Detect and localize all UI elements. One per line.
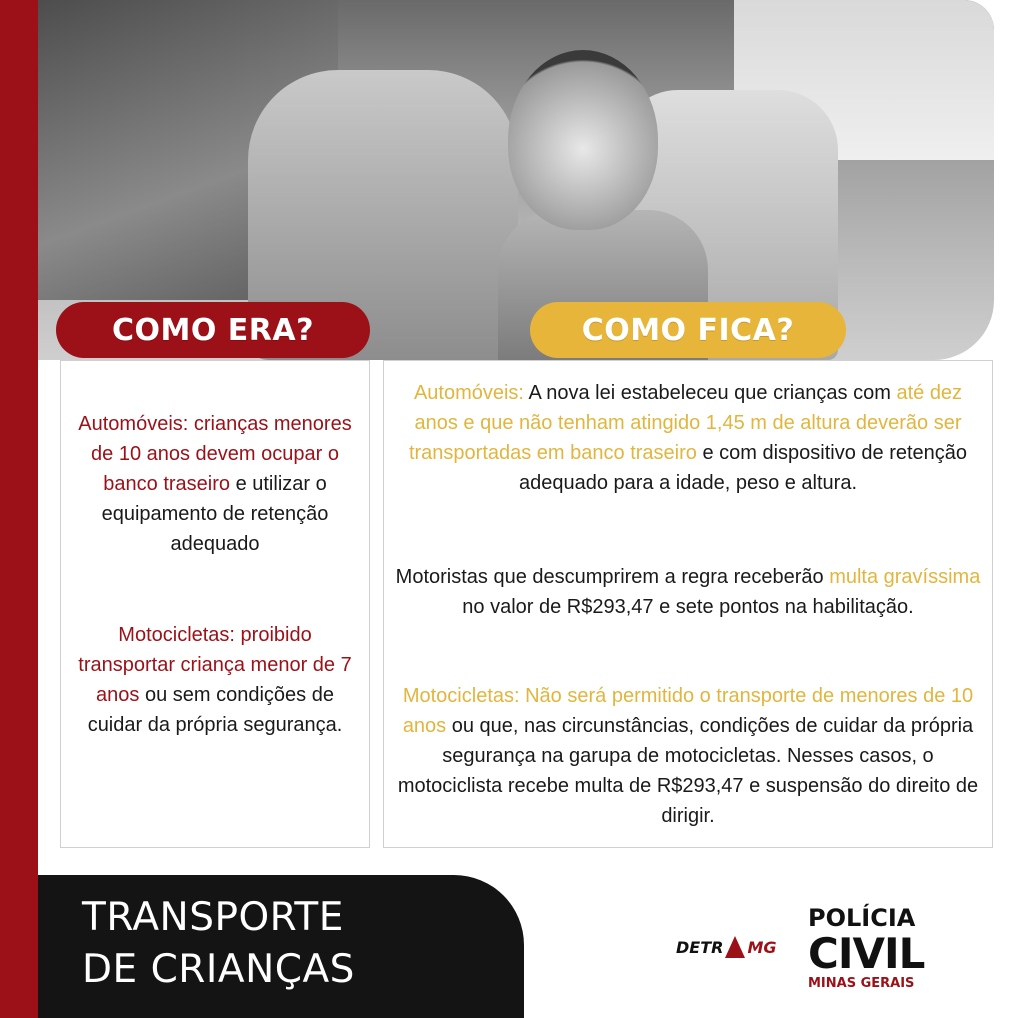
after-fine-rest: no valor de R$293,47 e sete pontos na habilitação. [462,596,914,618]
detran-text: DETR [676,937,724,957]
before-motorcycles-text [70,620,360,740]
after-moto-highlight: Motocicletas: Não será permitido o transporte de menores de 10 anos [402,685,974,737]
title-line-1: TRANSPORTE [82,895,344,940]
after-cars-text [393,378,983,498]
before-cars-text [70,409,360,559]
page-title [82,892,355,996]
detran-triangle-icon [725,936,745,958]
heading-como-era: COMO ERA? [56,302,370,358]
after-cars-highlight: até dez anos e que não tenham atingido 1,45 m de altura deverão ser transportadas em banco traseiro [408,382,963,464]
after-moto-rest: ou que, nas circunstâncias, condições de cuidar da própria segurança na garupa de motocicletas. Nesses casos, o motociclista recebe multa de R$293,47 e suspensão do direito de dirigir. [397,715,979,827]
detran-mg-text: MG [747,937,777,957]
after-cars-intro: A nova lei estabeleceu que crianças com [524,382,897,404]
before-moto-rest: ou sem condições de cuidar da própria segurança. [87,684,343,736]
after-fine-intro: Motoristas que descumprirem a regra receberão [395,566,830,588]
after-fine-highlight: multa gravíssima [829,566,981,588]
civil-text: CIVIL [808,929,925,978]
minas-gerais-text: MINAS GERAIS [808,976,915,991]
before-cars-rest: e utilizar o equipamento de retenção adequado [101,473,329,555]
heading-como-fica: COMO FICA? [530,302,846,358]
policia-civil-logo [808,904,928,992]
after-fine-text [393,562,983,622]
after-cars-rest: e com dispositivo de retenção adequado para a idade, peso e altura. [518,442,968,494]
after-cars-label: Automóveis: [413,382,524,404]
left-accent-bar [0,0,38,1018]
policia-text: POLÍCIA [808,904,916,932]
before-moto-highlight: Motocicletas: proibido transportar criança menor de 7 anos [78,624,352,706]
before-cars-highlight: Automóveis: crianças menores de 10 anos devem ocupar o banco traseiro [78,413,352,495]
title-line-2: DE CRIANÇAS [82,947,355,992]
after-motorcycles-text [393,681,983,831]
detran-mg-logo [676,936,777,958]
